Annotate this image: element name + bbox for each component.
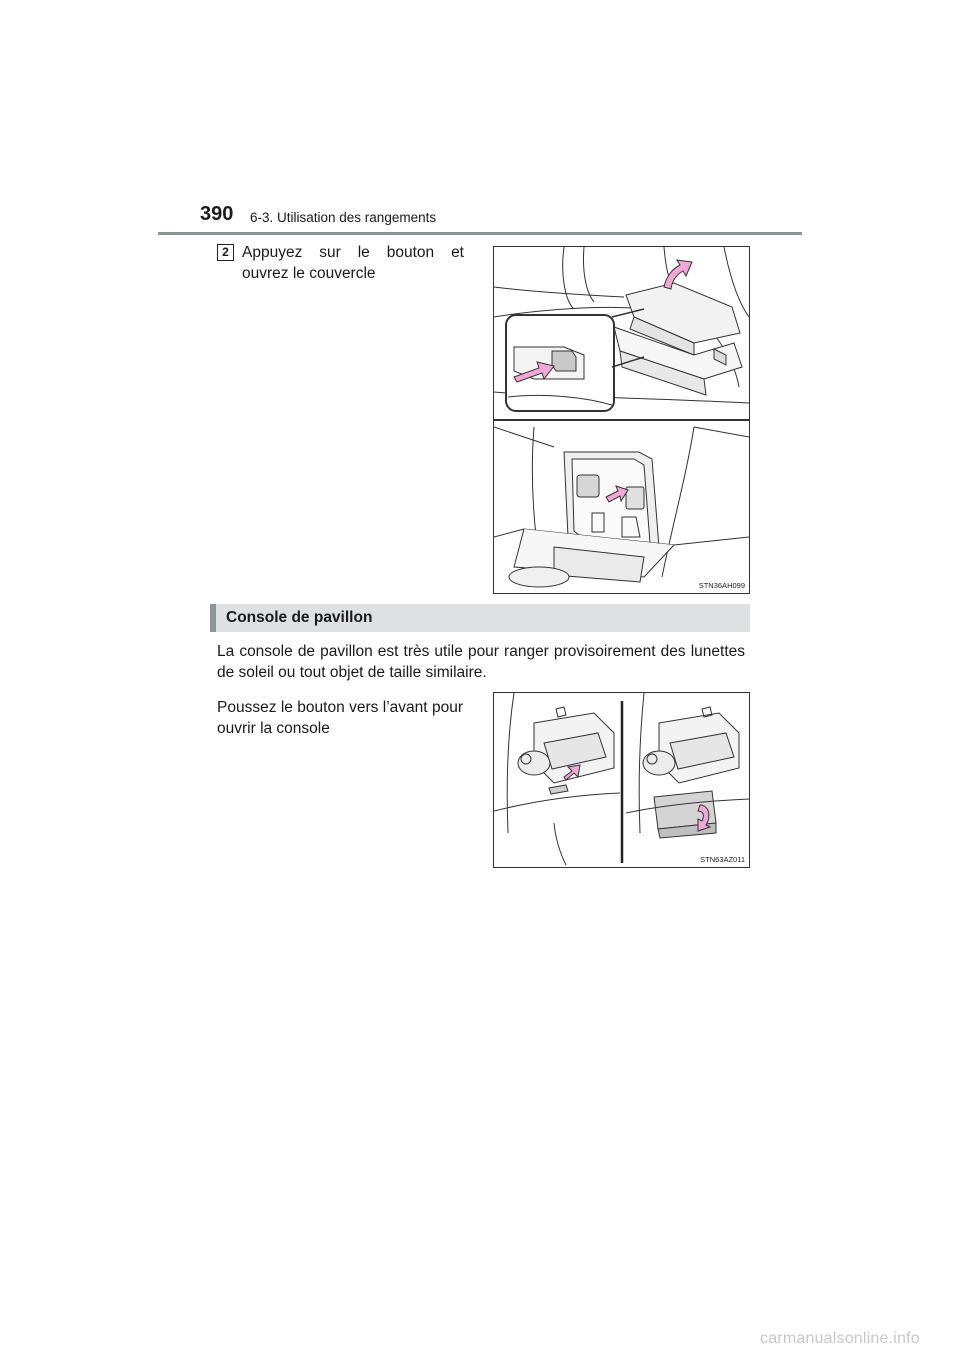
step-number-badge: 2	[217, 244, 234, 261]
section-heading: Console de pavillon	[226, 609, 373, 626]
figure-code: STN36AH099	[698, 581, 745, 590]
watermark: carmanualsonline.info	[760, 1330, 920, 1347]
overhead-console-figure	[493, 692, 750, 868]
header-rule	[158, 232, 802, 235]
page-number: 390	[200, 203, 234, 225]
armrest-console-figure	[493, 246, 750, 594]
step-instruction: Appuyez sur le bouton et ouvrez le couvercle	[242, 244, 464, 282]
overhead-console-description: La console de pavillon est très utile pour ranger provisoirement des lunettes de soleil ou tout objet de taille similaire.	[217, 643, 745, 681]
armrest-console-illustration	[494, 247, 749, 593]
figure-code: STN63AZ011	[700, 855, 745, 864]
overhead-console-illustration	[494, 693, 749, 867]
section-title: 6-3. Utilisation des rangements	[250, 210, 437, 225]
overhead-console-instruction: Poussez le bouton vers l’avant pour ouvrir la console	[217, 699, 463, 737]
section-heading-bar	[210, 604, 750, 632]
